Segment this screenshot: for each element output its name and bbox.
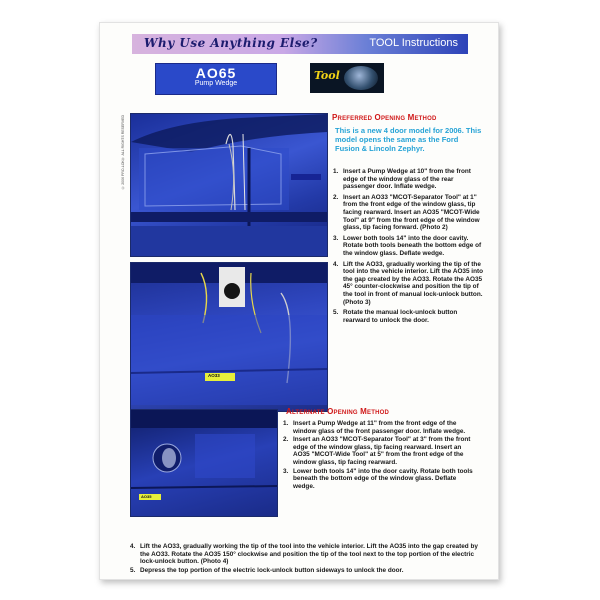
- list-item: 4. Lift the AO33, gradually working the tip of the tool into the vehicle interior. Lift the AO35 into the gap created by the AO33. Rotate the AO35 150° clockwise and position the tip of the tool next to the top portion of the electric lock-unlock button. (Photo 4): [130, 543, 478, 566]
- section-title: TOOL Instructions: [369, 37, 458, 49]
- model-note: This is a new 4 door model for 2006. This model opens the same as the Ford Fusion & Lincoln Zephyr.: [335, 126, 482, 153]
- photo-car-side: [130, 113, 328, 257]
- copyright-notice: © 2006 PRO-LOK® ALL RIGHTS RESERVED: [121, 115, 125, 190]
- preferred-steps: [333, 168, 483, 327]
- list-item: 3. Lower both tools 14" into the door cavity. Rotate both tools beneath the bottom edge of the window glass. Deflate wedge.: [283, 467, 473, 490]
- slogan-text: Why Use Anything Else?: [144, 36, 318, 50]
- list-item: 5. Depress the top portion of the electric lock-unlock button sideways to unlock the door.: [130, 566, 404, 574]
- alternate-steps-continued: [130, 543, 480, 575]
- alternate-steps: [283, 420, 479, 491]
- door-panel-illustration: [131, 410, 277, 516]
- header-banner: [132, 34, 468, 54]
- list-item: 1. Insert a Pump Wedge at 10" from the front edge of the window glass of the rear passenger door. Inflate wedge.: [333, 168, 471, 191]
- model-name: Pump Wedge: [194, 80, 238, 87]
- model-code: AO65: [195, 65, 237, 81]
- tool-logo: [310, 63, 384, 93]
- photo3-tool-label: AO35: [141, 494, 152, 499]
- tool-image-icon: [344, 66, 378, 90]
- list-item: 2. Insert an AO33 "MCOT-Separator Tool" at 1" from the front edge of the window glass, tip facing rearward. Insert an AO35 "MCOT-Wide Tool" at 9" from the front edge of the window glass, tip facing forward. (Photo 2): [333, 193, 480, 232]
- car-side-illustration: [131, 114, 327, 256]
- instruction-card: [99, 22, 499, 580]
- list-item: 4. Lift the AO33, gradually working the tip of the tool into the vehicle interior. Lift the AO35 into the gap created by the AO33. Rotate the AO35 45° counter-clockwise and position the tip of the tool in front of manual lock-unlock button. (Photo 3): [333, 260, 484, 306]
- preferred-method-heading: Preferred Opening Method: [332, 113, 437, 122]
- list-item: 1. Insert a Pump Wedge at 11" from the front edge of the window glass of the front passenger door. Inflate wedge.: [283, 420, 466, 435]
- model-badge: [155, 63, 277, 95]
- alternate-method-heading: Alternate Opening Method: [286, 407, 390, 416]
- list-item: 2. Insert an AO33 "MCOT-Separator Tool" at 3" from the front edge of the window glass, tip facing rearward. Insert an AO35 "MCOT-Wide Tool" at 5" from the front edge of the window glass, tip facing rearward.: [283, 436, 471, 466]
- photo2-tool-label: AO33: [208, 373, 220, 378]
- list-item: 5. Rotate the manual lock-unlock button rearward to unlock the door.: [333, 309, 458, 324]
- tool-logo-text: Tool: [314, 69, 340, 82]
- photo-door-panel: [130, 409, 278, 517]
- interior-tools-illustration: [131, 263, 327, 411]
- photo-interior-tools: [130, 262, 328, 412]
- list-item: 3. Lower both tools 14" into the door cavity. Rotate both tools beneath the bottom edge of the window glass. Deflate wedge.: [333, 234, 482, 257]
